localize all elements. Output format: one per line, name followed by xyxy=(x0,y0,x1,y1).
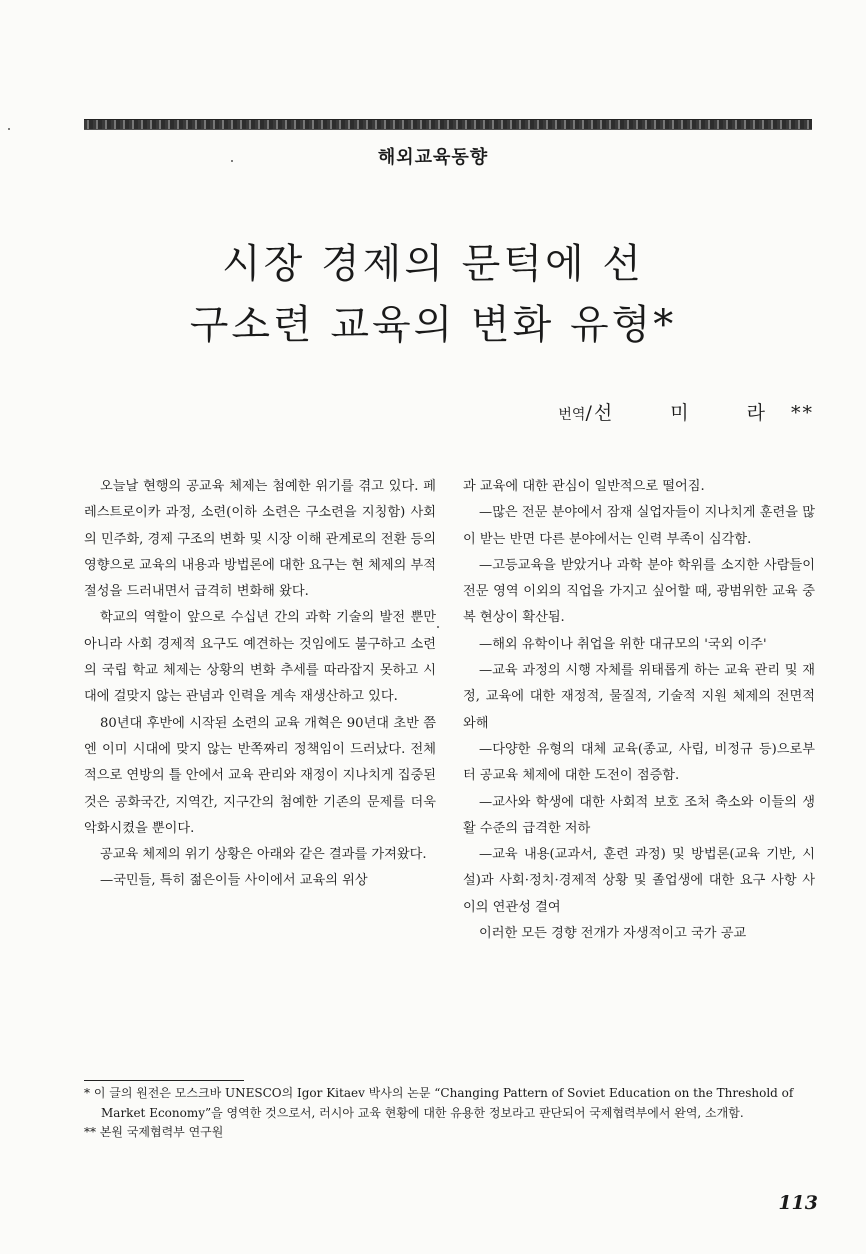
header-rule xyxy=(84,119,812,130)
list-item: —해외 유학이나 취업을 위한 대규모의 '국외 이주' xyxy=(479,636,767,652)
scan-speck xyxy=(437,626,439,628)
section-label: 해외교육동향 xyxy=(377,147,489,168)
list-item: —교육 내용(교과서, 훈련 과정) 및 방법론(교육 기반, 시설)과 사회·정치·경제적 상황 및 졸업생에 대한 요구 사항 사이의 연관성 결여 xyxy=(463,847,815,915)
scan-speck xyxy=(231,160,233,162)
list-item: —고등교육을 받았거나 과학 분야 학위를 소지한 사람들이 전문 영역 이외의 직업을 가지고 싶어할 때, 광범위한 교육 중복 현상이 확산됨. xyxy=(463,557,815,626)
article-title-line-2: 구소련 교육의 변화 유형* xyxy=(189,302,677,348)
footnote-translator: ** 본원 국제협력부 연구원 xyxy=(84,1125,224,1139)
right-column xyxy=(463,474,815,947)
footnote-source: * 이 글의 원전은 모스크바 UNESCO의 Igor Kitaev 박사의 논문 “Changing Pattern of Soviet Education on the Threshold of Market Economy”을 영역한 것으로서, 러시아 교육 현황에 대한 유용한 정보라고 판단되어 국제협력부에서 완역, 소개함. xyxy=(84,1086,794,1120)
page-number: 113 xyxy=(778,1192,818,1214)
translator-role: 번역 xyxy=(558,407,586,423)
paragraph: 공교육 체제의 위기 상황은 아래와 같은 결과를 가져왔다. xyxy=(100,847,427,863)
footnotes xyxy=(84,1084,824,1143)
paragraph: 학교의 역할이 앞으로 수십년 간의 과학 기술의 발전 뿐만 아니라 사회 경제적 요구도 예견하는 것임에도 불구하고 소련의 국립 학교 체제는 상황의 변화 추세를 따라잡지 못하고 시대에 걸맞지 않는 관념과 인력을 계속 재생산하고 있다. xyxy=(84,610,436,705)
list-item: —교사와 학생에 대한 사회적 보호 조처 축소와 이들의 생활 수준의 급격한 저하 xyxy=(463,794,815,836)
list-item: —교육 과정의 시행 자체를 위태롭게 하는 교육 관리 및 재정, 교육에 대한 재정적, 물질적, 기술적 지원 체제의 전면적 와해 xyxy=(463,663,815,731)
paragraph: 이러한 모든 경향 전개가 자생적이고 국가 공교 xyxy=(479,926,747,942)
translator-mark: ** xyxy=(791,402,814,424)
translator-name: 선 미 라 xyxy=(593,402,791,424)
list-item: —국민들, 특히 젊은이들 사이에서 교육의 위상 xyxy=(100,873,368,889)
scan-speck xyxy=(8,128,10,130)
left-column xyxy=(84,474,436,895)
list-item: —다양한 유형의 대체 교육(종교, 사립, 비정규 등)으로부터 공교육 체제에 대한 도전이 점증함. xyxy=(463,741,815,784)
paragraph-continuation: 과 교육에 대한 관심이 일반적으로 떨어짐. xyxy=(463,479,705,494)
translator-credit xyxy=(558,398,814,425)
paragraph: 80년대 후반에 시작된 소련의 교육 개혁은 90년대 초반 쯤엔 이미 시대에 맞지 않는 반쪽짜리 정책임이 드러났다. 전체적으로 연방의 틀 안에서 교육 관리와 재정이 지나치게 집중된 것은 공화국간, 지역간, 지구간의 첨예한 기존의 문제를 더욱 악화시켰을 뿐이다. xyxy=(84,715,437,836)
footnote-rule xyxy=(84,1080,244,1081)
paragraph: 오늘날 현행의 공교육 체제는 첨예한 위기를 겪고 있다. 페레스트로이카 과정, 소련(이하 소련은 구소련을 지칭함) 사회의 민주화, 경제 구조의 변화 및 시장 이해 관계로의 전환 등의 영향으로 교육의 내용과 방법론에 대한 요구는 현 체제의 부적절성을 드러내면서 급격히 변화해 왔다. xyxy=(84,479,437,600)
translator-separator: / xyxy=(585,402,594,424)
list-item: —많은 전문 분야에서 잠재 실업자들이 지나치게 훈련을 많이 받는 반면 다른 분야에서는 인력 부족이 심각함. xyxy=(463,505,815,547)
article-title-line-1: 시장 경제의 문턱에 선 xyxy=(222,241,644,287)
